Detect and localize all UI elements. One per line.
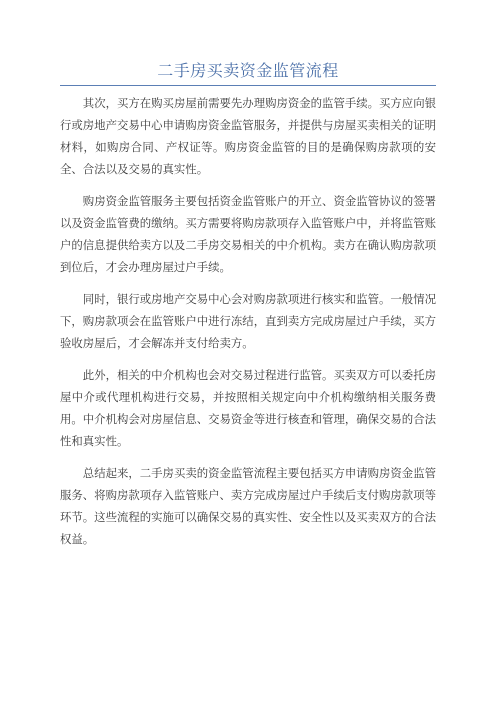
paragraph: 购房资金监管服务主要包括资金监管账户的开立、资金监管协议的签署以及资金监管费的缴纳。买方需要将购房款项存入监管账户中，并将监管账户的信息提供给卖方以及二手房交易相关的中介机构。卖方在确认购房款项到位后，才会办理房屋过户手续。 — [60, 194, 436, 274]
paragraph: 同时，银行或房地产交易中心会对购房款项进行核实和监管。一般情况下，购房款项会在监管账户中进行冻结，直到卖方完成房屋过户手续，买方验收房屋后，才会解冻并支付给卖方。 — [60, 292, 436, 350]
paragraph: 其次，买方在购买房屋前需要先办理购房资金的监管手续。买方应向银行或房地产交易中心申请购房资金监管服务，并提供与房屋买卖相关的证明材料，如购房合同、产权证等。购房资金监管的目的是确保购房款项的安全、合法以及交易的真实性。 — [60, 96, 436, 176]
paragraph: 总结起来，二手房买卖的资金监管流程主要包括买方申请购房资金监管服务、将购房款项存入监管账户、卖方完成房屋过户手续后支付购房款项等环节。这些流程的实施可以确保交易的真实性、安全性以及买卖双方的合法权益。 — [60, 466, 436, 546]
document-title: 二手房买卖资金监管流程 — [157, 61, 339, 80]
paragraph: 此外，相关的中介机构也会对交易过程进行监管。买卖双方可以委托房屋中介或代理机构进行交易，并按照相关规定向中介机构缴纳相关服务费用。中介机构会对房屋信息、交易资金等进行核查和管理，确保交易的合法性和真实性。 — [60, 368, 436, 448]
document-body — [60, 92, 436, 560]
title-divider — [60, 85, 436, 86]
